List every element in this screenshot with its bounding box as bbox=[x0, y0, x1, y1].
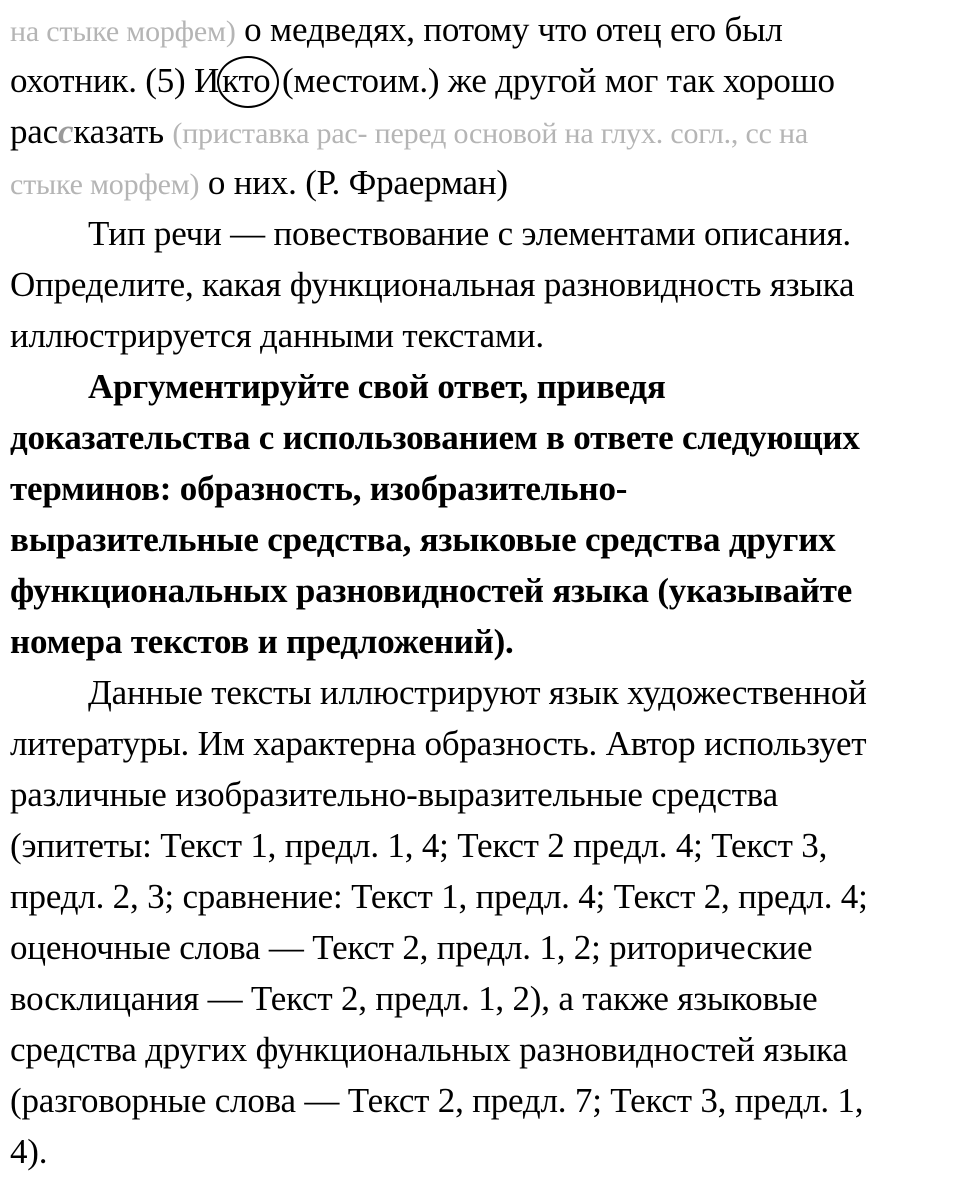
text-fragment: охотник. (5) И bbox=[10, 61, 220, 100]
circled-word: кто bbox=[219, 55, 273, 106]
task-line: выразительные средства, языковые средства других bbox=[10, 520, 836, 559]
text-fragment: (местоим.) же другой мог так хорошо bbox=[273, 61, 835, 100]
answer-line: литературы. Им характерна образность. Автор использует bbox=[10, 724, 867, 763]
answer-line: различные изобразительно-выразительные средства bbox=[10, 775, 778, 814]
text-fragment: о медведях, потому что отец его был bbox=[235, 10, 783, 49]
answer-line: (эпитеты: Текст 1, предл. 1, 4; Текст 2 предл. 4; Текст 3, bbox=[10, 826, 828, 865]
paragraph-line: Определите, какая функциональная разновидность языка bbox=[10, 265, 855, 304]
morpheme-note: на стыке морфем) bbox=[10, 15, 236, 48]
text-fragment: рас bbox=[10, 112, 58, 151]
text-line bbox=[10, 106, 954, 157]
highlighted-letter: с bbox=[57, 112, 74, 151]
answer-line: средства других функциональных разновидностей языка bbox=[10, 1030, 848, 1069]
task-line: номера текстов и предложений). bbox=[10, 622, 514, 661]
task-line: доказательства с использованием в ответе следующих bbox=[10, 418, 860, 457]
paragraph-line: Тип речи — повествование с элементами описания. bbox=[88, 214, 851, 253]
task-line: терминов: образность, изобразительно- bbox=[10, 469, 628, 508]
answer-line: 4). bbox=[10, 1132, 48, 1171]
text-fragment: казать bbox=[73, 112, 173, 151]
morpheme-note: стыке морфем) bbox=[10, 168, 200, 201]
text-line bbox=[10, 157, 954, 208]
morpheme-note: (приставка рас- перед основой на глух. согл., сс на bbox=[172, 117, 809, 150]
text-line bbox=[10, 55, 954, 106]
paragraph-line: иллюстрируется данными текстами. bbox=[10, 316, 544, 355]
answer-line: предл. 2, 3; сравнение: Текст 1, предл. 4; Текст 2, предл. 4; bbox=[10, 877, 868, 916]
answer-line: оценочные слова — Текст 2, предл. 1, 2; риторические bbox=[10, 928, 813, 967]
answer-line: (разговорные слова — Текст 2, предл. 7; Текст 3, предл. 1, bbox=[10, 1081, 864, 1120]
answer-line: Данные тексты иллюстрируют язык художественной bbox=[88, 673, 867, 712]
document-page bbox=[10, 4, 954, 1177]
text-fragment: о них. (Р. Фраерман) bbox=[199, 163, 508, 202]
text-line bbox=[10, 4, 954, 55]
answer-line: восклицания — Текст 2, предл. 1, 2), а также языковые bbox=[10, 979, 818, 1018]
task-line: функциональных разновидностей языка (указывайте bbox=[10, 571, 853, 610]
task-line: Аргументируйте свой ответ, приведя bbox=[88, 367, 666, 406]
